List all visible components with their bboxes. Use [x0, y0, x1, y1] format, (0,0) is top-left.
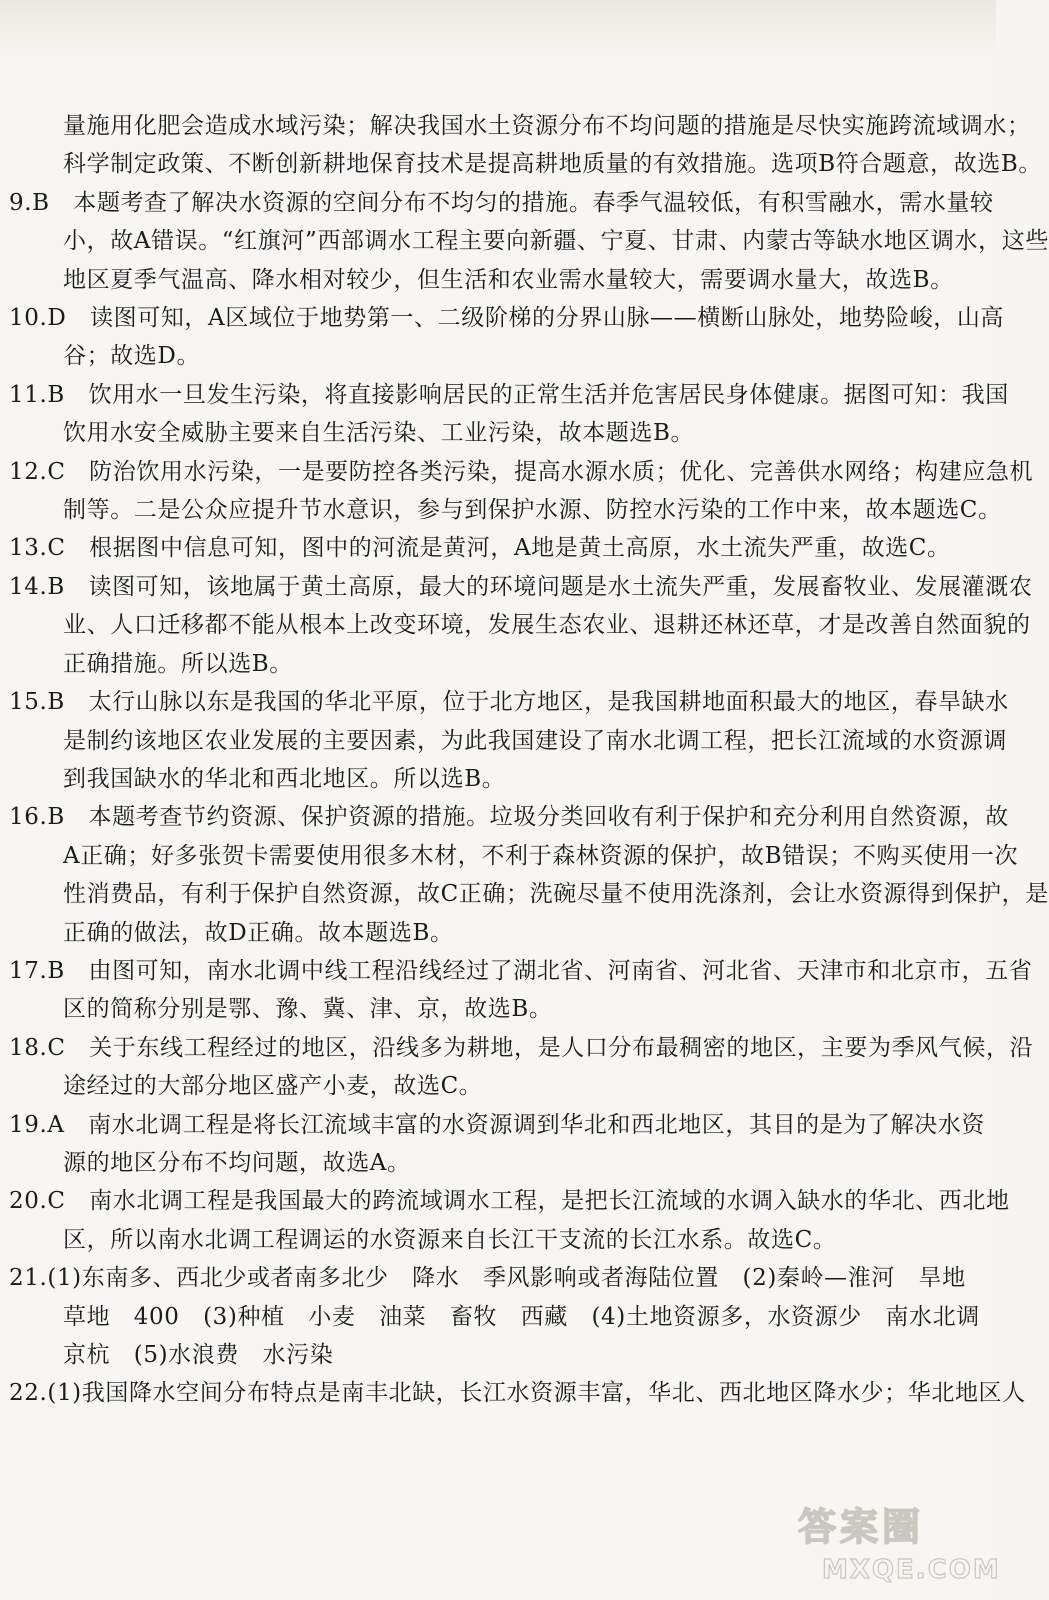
text-line: 京杭 (5)水浪费 水污染 [63, 1342, 334, 1368]
watermark-url: MXQE.COM [822, 1555, 1001, 1585]
answer-19-line: 19.A 南水北调工程是将长江流域丰富的水资源调到华北和西北地区，其目的是为了解决水资 [9, 1111, 985, 1138]
answer-14-line: 14.B 读图可知，该地属于黄土高原，最大的环境问题是水土流失严重，发展畜牧业、发展灌溉农 [9, 573, 1033, 600]
text-line: 性消费品，有利于保护自然资源，故C正确；洗碗尽量不使用洗涤剂，会让水资源得到保护，是 [63, 881, 1049, 908]
text-line: 是制约该地区农业发展的主要因素，为此我国建设了南水北调工程，把长江流域的水资源调 [63, 727, 1007, 754]
answer-9-line: 9.B 本题考查了解决水资源的空间分布不均匀的措施。春季气温较低，有积雪融水，需水量较 [9, 189, 994, 216]
text-line: 草地 400 (3)种植 小麦 油菜 畜牧 西藏 (4)土地资源多，水资源少 南水北调 [63, 1303, 980, 1330]
text-line: 量施用化肥会造成水域污染；解决我国水土资源分布不均问题的措施是尽快实施跨流域调水； [63, 113, 1031, 139]
text-line: 谷；故选D。 [63, 343, 201, 370]
answer-12-line: 12.C 防治饮用水污染，一是要防控各类污染，提高水源水质；优化、完善供水网络；构建应急机 [9, 458, 1034, 485]
watermark-brand: 答案圈 [798, 1505, 925, 1549]
scan-edge [0, 0, 996, 60]
answer-11-line: 11.B 饮用水一旦发生污染，将直接影响居民的正常生活并危害居民身体健康。据图可知：我国 [9, 381, 1009, 408]
answer-21-line: 21.(1)东南多、西北少或者南多北少 降水 季风影响或者海陆位置 (2)秦岭—淮河 旱地 [9, 1265, 966, 1292]
text-line: 正确的做法，故D正确。故本题选B。 [63, 919, 454, 946]
answer-16-line: 16.B 本题考查节约资源、保护资源的措施。垃圾分类回收有利于保护和充分利用自然资源，故 [9, 804, 1009, 831]
text-line: 地区夏季气温高、降水相对较少，但生活和农业需水量较大，需要调水量大，故选B。 [63, 266, 954, 293]
answer-20-line: 20.C 南水北调工程是我国最大的跨流域调水工程，是把长江流域的水调入缺水的华北、西北地 [9, 1188, 1010, 1215]
text-line: 小，故A错误。“红旗河”西部调水工程主要向新疆、宁夏、甘肃、内蒙古等缺水地区调水，这些 [63, 228, 1049, 255]
answer-22-line: 22.(1)我国降水空间分布特点是南丰北缺，长江水资源丰富，华北、西北地区降水少；华北地区人 [9, 1380, 1026, 1407]
text-line: 制等。二是公众应提升节水意识，参与到保护水源、防控水污染的工作中来，故本题选C。 [63, 497, 1002, 524]
watermark-logo [792, 1494, 1001, 1586]
answer-15-line: 15.B 太行山脉以东是我国的华北平原，位于北方地区，是我国耕地面积最大的地区，春旱缺水 [9, 689, 1009, 716]
text-line: 途经过的大部分地区盛产小麦，故选C。 [63, 1073, 483, 1100]
answer-13-line: 13.C 根据图中信息可知，图中的河流是黄河，A地是黄土高原，水土流失严重，故选C。 [9, 535, 951, 562]
answer-17-line: 17.B 由图可知，南水北调中线工程沿线经过了湖北省、河南省、河北省、天津市和北京市，五省 [9, 957, 1033, 984]
answer-text-body [9, 107, 1049, 1413]
text-line: 区的简称分别是鄂、豫、冀、津、京，故选B。 [63, 996, 553, 1023]
text-line: 科学制定政策、不断创新耕地保育技术是提高耕地质量的有效措施。选项B符合题意，故选B。 [63, 151, 1043, 178]
answer-18-line: 18.C 关于东线工程经过的地区，沿线多为耕地，是人口分布最稠密的地区，主要为季风气候，沿 [9, 1034, 1034, 1061]
text-line: 源的地区分布不均问题，故选A。 [63, 1149, 411, 1176]
text-line: A正确；好多张贺卡需要使用很多木材，不利于森林资源的保护，故B错误；不购买使用一次 [63, 842, 1019, 869]
text-line: 饮用水安全威胁主要来自生活污染、工业污染，故本题选B。 [63, 420, 695, 447]
text-line: 区，所以南水北调工程调运的水资源来自长江干支流的长江水系。故选C。 [63, 1226, 837, 1253]
answer-10-line: 10.D 读图可知，A区域位于地势第一、二级阶梯的分界山脉——横断山脉处，地势险峻，山高 [9, 305, 1005, 332]
text-line: 到我国缺水的华北和西北地区。所以选B。 [63, 765, 506, 792]
text-line: 业、人口迁移都不能从根本上改变环境，发展生态农业、退耕还林还草，才是改善自然面貌的 [63, 612, 1031, 639]
text-line: 正确措施。所以选B。 [63, 650, 293, 677]
